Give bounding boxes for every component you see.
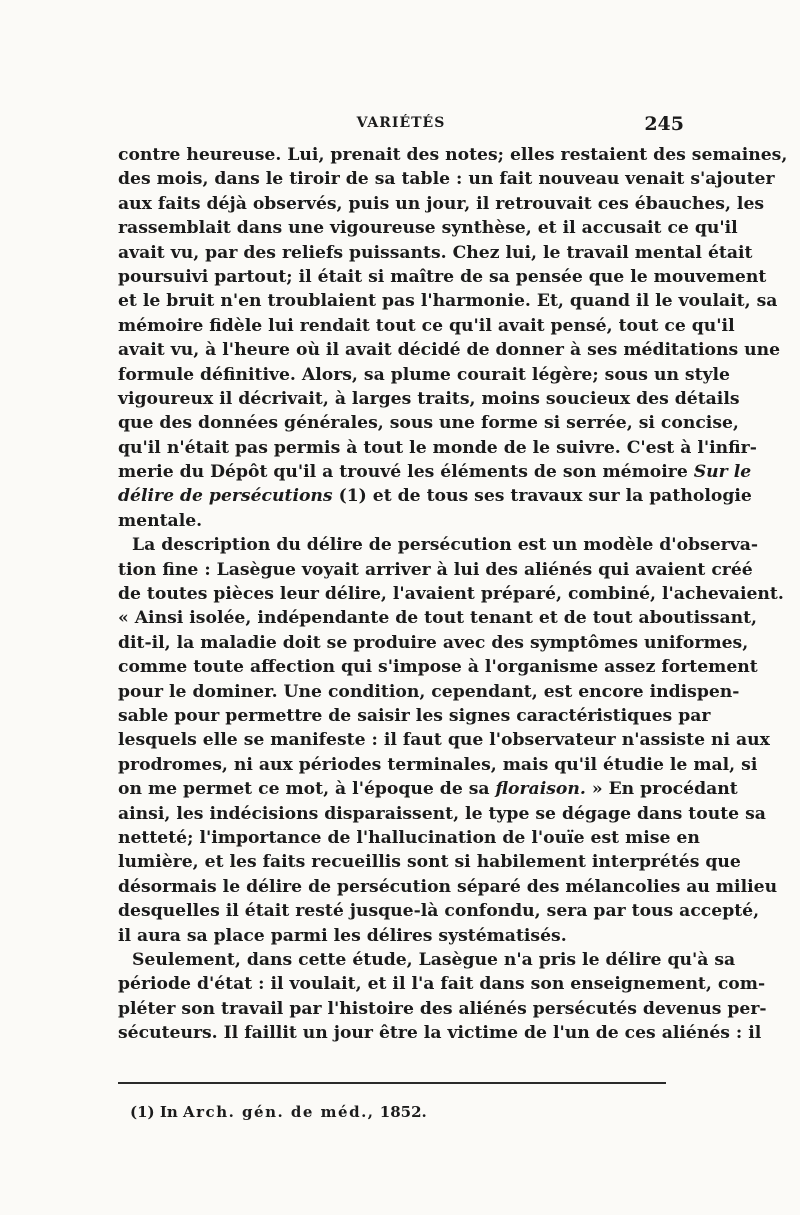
text-line: comme toute affection qui s'impose à l'organisme assez fortement (118, 657, 758, 678)
text-line: netteté; l'importance de l'hallucination de l'ouïe est mise en (118, 827, 700, 848)
footnote-rule (118, 1082, 666, 1084)
text-line: lumière, et les faits recueillis sont si habilement interprétés que (118, 852, 741, 873)
text-line: pour le dominer. Une condition, cependant, est encore indispen- (118, 681, 740, 702)
running-head (118, 113, 684, 135)
text-line: mémoire fidèle lui rendait tout ce qu'il avait pensé, tout ce qu'il (118, 315, 735, 336)
page-number: 245 (644, 113, 684, 135)
text-line: que des données générales, sous une forme si serrée, si concise, (118, 413, 739, 434)
text-line: des mois, dans le tiroir de sa table : un fait nouveau venait s'ajouter (118, 169, 775, 190)
line-text: merie du Dépôt qu'il a trouvé les éléments de son mémoire (118, 462, 688, 483)
text-line: avait vu, par des reliefs puissants. Chez lui, le travail mental était (118, 242, 753, 263)
memoir-title-italic: Sur le (693, 462, 752, 483)
text-line: aux faits déjà observés, puis un jour, il retrouvait ces ébauches, les (118, 193, 765, 214)
body-text (118, 143, 788, 1045)
text-line: poursuivi partout; il était si maître de sa pensée que le mouvement (118, 266, 767, 287)
text-line: sécuteurs. Il faillit un jour être la victime de l'un de ces aliénés : il (118, 1023, 762, 1044)
text-line: période d'état : il voulait, et il l'a fait dans son enseignement, com- (118, 974, 766, 995)
text-line: La description du délire de persécution est un modèle d'observa- (132, 535, 758, 556)
line-text: (1) et de tous ses travaux sur la pathologie (332, 486, 752, 507)
text-line: Seulement, dans cette étude, Lasègue n'a pris le délire qu'à sa (132, 949, 736, 970)
text-line: avait vu, à l'heure où il avait décidé de donner à ses méditations une (118, 340, 781, 361)
floraison-italic: floraison. (495, 779, 586, 800)
footnote (130, 1103, 427, 1121)
running-title: VARIÉTÉS (356, 115, 446, 131)
text-line: desquelles il était resté jusque-là confondu, sera par tous accepté, (118, 901, 760, 922)
text-line: prodromes, ni aux périodes terminales, mais qu'il étudie le mal, si (118, 754, 758, 775)
text-line: pléter son travail par l'histoire des aliénés persécutés devenus per- (118, 998, 767, 1019)
line-text: » En procédant (585, 779, 738, 800)
text-line: il aura sa place parmi les délires systématisés. (118, 925, 567, 946)
text-line: tion fine : Lasègue voyait arriver à lui des aliénés qui avaient créé (118, 559, 753, 580)
text-line: « Ainsi isolée, indépendante de tout tenant et de tout aboutissant, (118, 608, 758, 629)
text-line: et le bruit n'en troublaient pas l'harmonie. Et, quand il le voulait, sa (118, 291, 778, 312)
text-line: contre heureuse. Lui, prenait des notes; elles restaient des semaines, (118, 145, 788, 165)
text-line: lesquels elle se manifeste : il faut que l'observateur n'assiste ni aux (118, 730, 770, 751)
footnote-year: 1852. (379, 1103, 427, 1121)
text-line (118, 777, 738, 801)
footnote-source: Arch. gén. de méd., (183, 1103, 375, 1121)
text-line: sable pour permettre de saisir les signes caractéristiques par (118, 705, 711, 726)
text-line: vigoureux il décrivait, à larges traits, moins soucieux des détails (118, 388, 740, 409)
text-line (118, 484, 752, 508)
text-line: de toutes pièces leur délire, l'avaient préparé, combiné, l'achevaient. (118, 584, 784, 605)
text-line: qu'il n'était pas permis à tout le monde de le suivre. C'est à l'infir- (118, 437, 757, 458)
memoir-title-italic: délire de persécutions (118, 486, 333, 507)
text-line: désormais le délire de persécution séparé des mélancolies au milieu (118, 876, 778, 897)
text-line: ainsi, les indécisions disparaissent, le type se dégage dans toute sa (118, 803, 766, 824)
text-line: mentale. (118, 510, 203, 531)
text-line: dit-il, la maladie doit se produire avec des symptômes uniformes, (118, 632, 749, 653)
text-line: formule définitive. Alors, sa plume courait légère; sous un style (118, 364, 730, 385)
text-line: rassemblait dans une vigoureuse synthèse, et il accusait ce qu'il (118, 218, 738, 239)
line-text: on me permet ce mot, à l'époque de sa (118, 779, 490, 800)
footnote-marker: (1) In (130, 1103, 178, 1121)
text-line (118, 460, 752, 484)
